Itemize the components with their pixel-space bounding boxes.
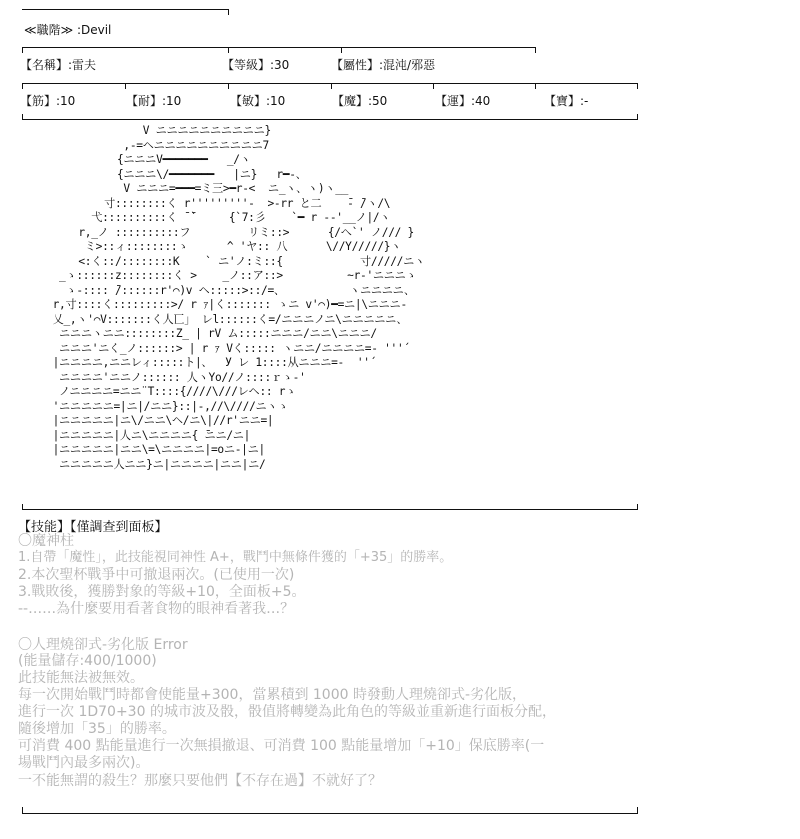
level-field: 【等級】:30 [222, 58, 290, 72]
frame-tick [637, 807, 638, 813]
frame-tick [341, 47, 342, 53]
skill-text-line: (能量儲存:400/1000) [18, 653, 157, 669]
frame-tick [637, 83, 638, 89]
skill-text-line: 一不能無謂的殺生？那麼只要他們【不存在過】不就好了？ [18, 773, 382, 789]
skill-text-line: 場戰鬥內最多兩次)。 [18, 755, 150, 771]
skill-text-line: 2.本次聖杯戰爭中可撤退兩次。(已使用一次) [18, 567, 295, 583]
stat-end: 【耐】:10 [126, 94, 182, 108]
stat-luck: 【運】:40 [435, 94, 491, 108]
frame-tick [228, 83, 229, 89]
skill-text-line: --……為什麼要用看著食物的眼神看著我…？ [18, 601, 295, 617]
skills-header: 【技能】【僅調查到面板】 [18, 520, 168, 535]
name-field: 【名稱】:雷夫 [20, 58, 97, 72]
skill-text-line: 可消費 400 點能量進行一次無損撤退、可消費 100 點能量增加「+10」保底勝率(一 [18, 738, 545, 754]
frame-tick [228, 47, 229, 53]
skill-title: 〇魔神柱 [18, 533, 74, 549]
frame-tick [22, 83, 23, 89]
frame-line-bottom [22, 813, 638, 814]
frame-tick [22, 47, 23, 53]
frame-tick [228, 9, 229, 15]
frame-tick [125, 83, 126, 89]
stat-treasure: 【寶】:- [544, 94, 589, 108]
frame-tick [637, 114, 638, 120]
ascii-art-figure: V ニニニニニニニニニニ} ,-=ヘニニニニニニニニニニ7 {ニニニV━━━━━━━ _/ヽ {ニニニ\/━━━━━━━ |ニ} r━-、 V ニニニ=━━━=ミ三>━r-< ニ_ヽ、ヽ)ヽ__ 寸::::::::く r'''''''''- >-rr と二 ̄- ̄/ヽ/\ 弋::::::::::く ̄ ̄` {`7:彡 `━ r --'__ノ|/ヽ r,_ノ ::::::::::フ リミ::> {/へ`' ノ/// } ミ>::ィ::::::::ゝ ^ 'ヤ:: 八 \//Y/////}ヽ <:く::/::::::::K ` ニ'ノ:ミ::{ 寸/////ニヽ _ゝ::::::z::::::::く > _ノ::ア::> ~r-'ニニニゝ ゝ-:::: ̄/::::::r'⌒)v ヘ:::::>::/=、 ヽニニニニ、 r,寸::::く:::::::::>/ r ｧ|く::::::: ゝニ v'⌒)━=ニ|\ニニニ- 乂_,ヽ'⌒V:::::::く人匸」 レl::::::く=/ニニニノニ\ニニニニニ、 ニニニヽニニ::::::::Z_ | rV ム:::::ニニニ/ニニ\ニニニ/ ニニニ'ニく_ノ::::::> | r ｧ Vく::::: ヽニニ/ニニニニ=- '''´ |ニニニニ,ニニレィ:::::ト|、 У レ 1::::从ニニニ=- ''´ ニニニニ'ニニノ:::::: 人ヽYo//ノ::::ｒゝ-' ノニニニニ=ニニ¨T::::{////\///レヘ:: rゝ 'ニニニニニ=|ニ|/ニニ}::|-,//\////ニヽゝ |ニニニニニ|ニ\/ニニ\ヘ/ニ\|//r'ニニ=| |ニニニニニ|人ニ\ニニニニ{ ̄ニニ/ニ| |ニニニニニ|ニニ\=\ニニニニ|=oニ-|ニ| ニニニニニ人ニニ}ニ|ニニニニ|ニニ|ニ/ [52, 124, 425, 471]
skill-text-line: 此技能無法被無效。 [18, 670, 144, 686]
stat-mag: 【魔】:50 [332, 94, 388, 108]
frame-line-stats-top [22, 83, 638, 84]
skill-text-line: 進行一次 1D70+30 的城市波及骰，骰值將轉變為此角色的等級並重新進行面板分配， [18, 704, 556, 720]
stat-agi: 【敏】:10 [230, 94, 286, 108]
class-label: ≪職階≫ :Devil [24, 23, 112, 37]
frame-line-stats-bottom [22, 119, 638, 120]
attribute-field: 【屬性】:混沌/邪惡 [331, 58, 436, 72]
skill-text-line: 3.戰敗後，獲勝對象的等級+10，全面板+5。 [18, 584, 306, 600]
skill-text-line: 1.自帶「魔性」，此技能視同神性 A+，戰鬥中無條件獲的「+35」的勝率。 [18, 550, 453, 565]
frame-tick [535, 47, 536, 53]
frame-tick [535, 83, 536, 89]
frame-line-skills-top [22, 509, 638, 510]
frame-tick [22, 504, 23, 510]
skill-text-line: 隨後增加「35」的勝率。 [18, 721, 176, 737]
frame-tick [331, 83, 332, 89]
skill-title: 〇人理燒卻式-劣化版 Error [18, 637, 188, 653]
frame-line-top [22, 9, 229, 10]
frame-tick [433, 83, 434, 89]
frame-line-info-top [22, 47, 536, 48]
frame-tick [637, 504, 638, 510]
stat-str: 【筋】:10 [20, 94, 76, 108]
skill-text-line: 每一次開始戰鬥時都會使能量+300，當累積到 1000 時發動人理燒卻式-劣化版， [18, 687, 527, 703]
frame-tick [22, 114, 23, 120]
frame-tick [22, 807, 23, 813]
